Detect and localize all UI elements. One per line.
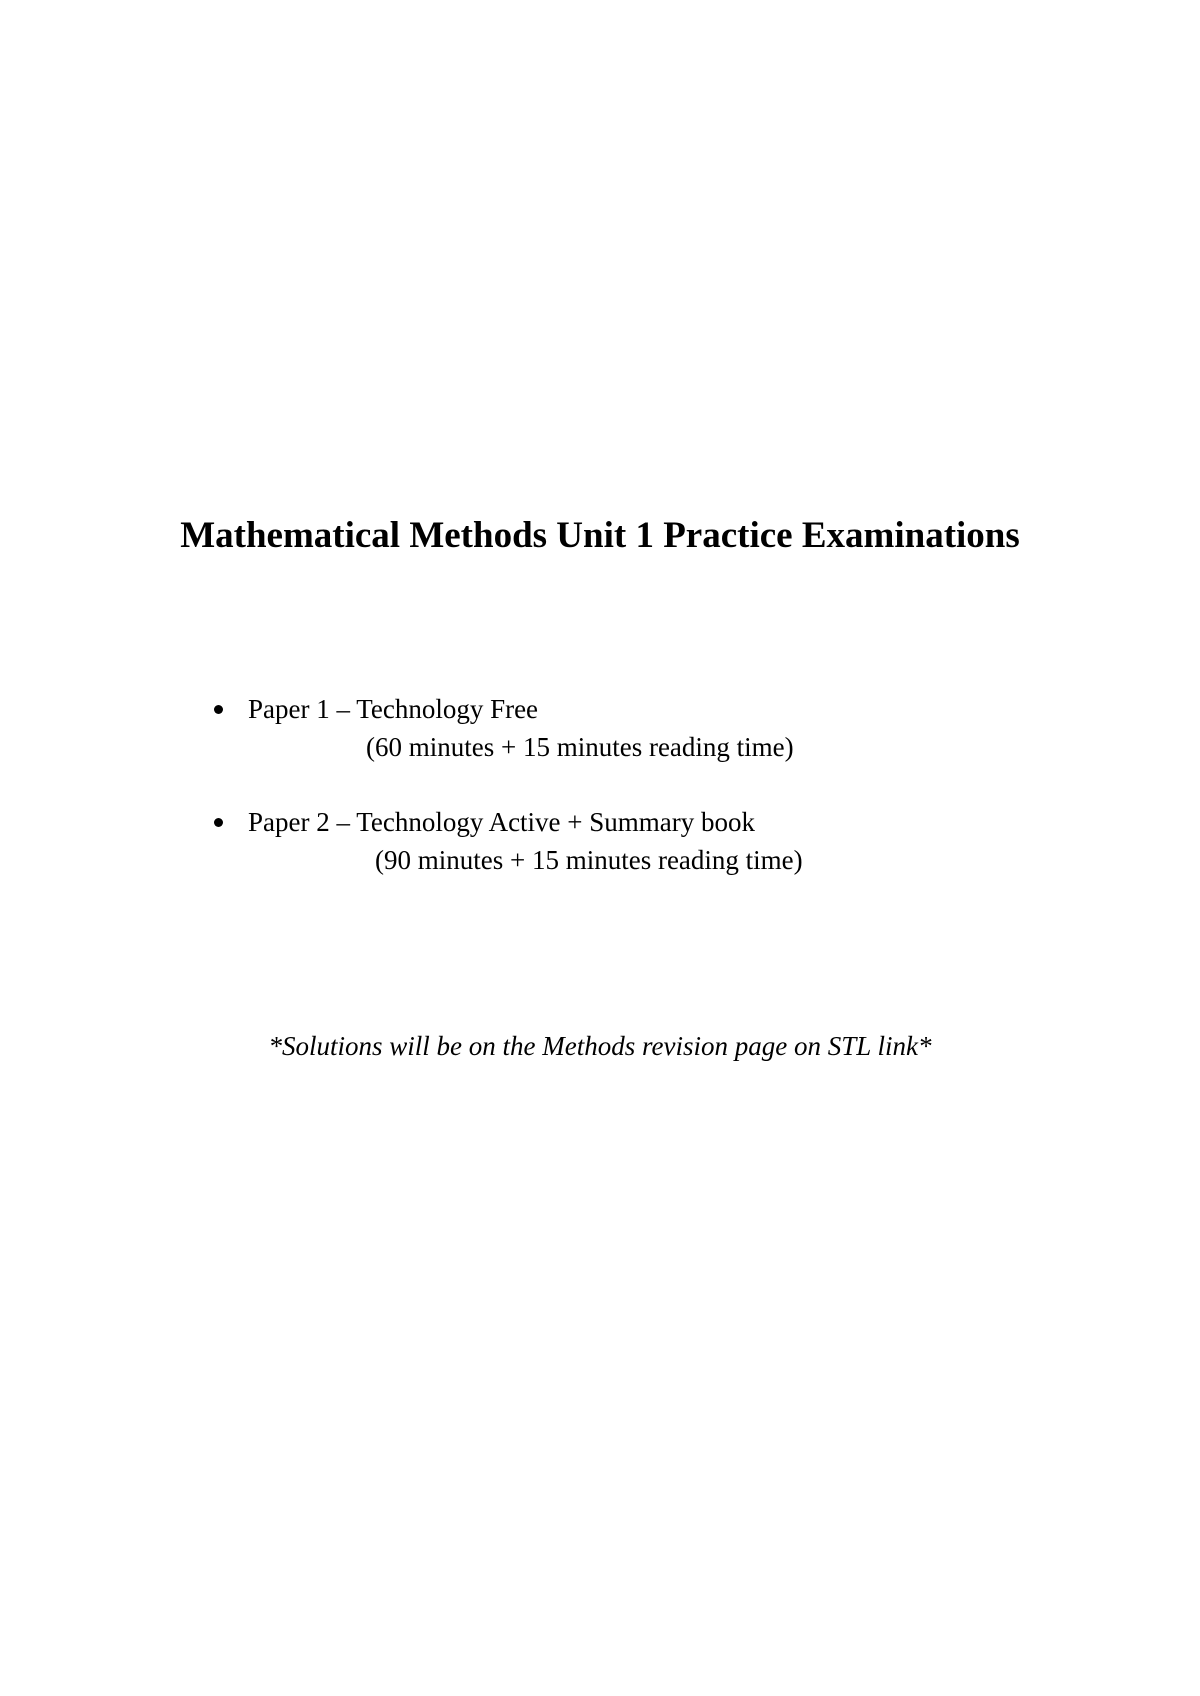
paper-2-label: Paper 2 – Technology Active + Summary book xyxy=(248,807,756,837)
solutions-note: *Solutions will be on the Methods revision page on STL link* xyxy=(268,1031,932,1061)
paper-2-time: (90 minutes + 15 minutes reading time) xyxy=(375,845,803,875)
paper-1-label: Paper 1 – Technology Free xyxy=(248,694,539,724)
page-title: Mathematical Methods Unit 1 Practice Examinations xyxy=(180,515,1020,556)
paper-1-time: (60 minutes + 15 minutes reading time) xyxy=(366,732,794,762)
